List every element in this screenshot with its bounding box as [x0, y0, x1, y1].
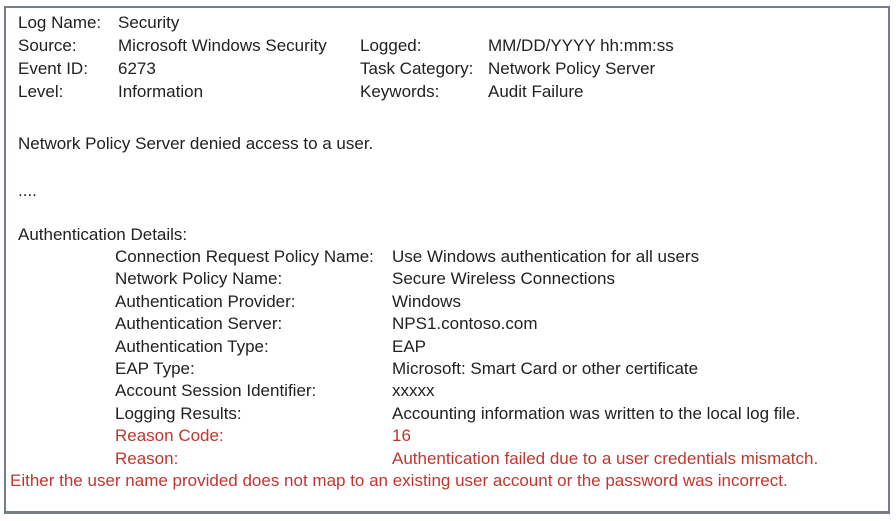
detail-value: 16 [392, 426, 411, 446]
event-id-value: 6273 [118, 59, 156, 78]
keywords-value: Audit Failure [488, 82, 584, 101]
keywords-label: Keywords: [360, 82, 440, 101]
event-log-record-box [4, 6, 890, 514]
detail-value: NPS1.contoso.com [392, 314, 538, 334]
omitted-content-ellipsis: .... [18, 181, 37, 200]
event-id-label: Event ID: [18, 59, 88, 78]
detail-value: Secure Wireless Connections [392, 269, 615, 289]
detail-row-reason [115, 448, 882, 470]
detail-value: Authentication failed due to a user credentials mismatch. [392, 448, 819, 468]
detail-label: Connection Request Policy Name: [115, 247, 374, 266]
detail-value: xxxxx [392, 381, 435, 401]
detail-row-connection-request-policy [115, 246, 882, 268]
detail-row-account-session-identifier [115, 380, 882, 402]
detail-row-authentication-type [115, 336, 882, 358]
detail-label: EAP Type: [115, 359, 195, 379]
level-label: Level: [18, 82, 64, 101]
detail-label: Reason: [115, 448, 179, 468]
detail-label: Logging Results: [115, 403, 242, 423]
header-empty-label [360, 11, 488, 34]
header-empty-value [488, 11, 882, 34]
detail-row-reason-code [115, 425, 882, 447]
detail-row-authentication-provider [115, 291, 882, 313]
log-name-label: Log Name: [18, 13, 102, 32]
detail-row-logging-results [115, 403, 882, 425]
event-log-content [6, 8, 888, 492]
detail-row-authentication-server [115, 313, 882, 335]
event-description: Network Policy Server denied access to a user. [18, 134, 374, 153]
authentication-details-heading: Authentication Details: [18, 225, 188, 244]
task-category-label: Task Category: [360, 59, 474, 78]
detail-label: Authentication Provider: [115, 291, 296, 311]
reason-explanation-note: Either the user name provided does not map to an existing user account or the password was incorrect. [10, 471, 788, 491]
detail-row-network-policy-name [115, 268, 882, 290]
header-row-log-name [18, 11, 882, 34]
detail-value: Use Windows authentication for all users [392, 247, 700, 266]
detail-label: Authentication Type: [115, 336, 269, 356]
source-value: Microsoft Windows Security [118, 36, 327, 55]
detail-label: Reason Code: [115, 426, 224, 446]
detail-value: Microsoft: Smart Card or other certificate [392, 359, 699, 379]
detail-label: Account Session Identifier: [115, 381, 317, 401]
event-header [18, 11, 882, 103]
header-row-level-keywords [18, 80, 882, 103]
detail-row-eap-type [115, 358, 882, 380]
task-category-value: Network Policy Server [488, 59, 656, 78]
source-label: Source: [18, 36, 77, 55]
header-row-eventid-taskcategory [18, 57, 882, 80]
authentication-details-list [115, 246, 882, 470]
log-name-value: Security [118, 13, 180, 32]
detail-value: Windows [392, 291, 461, 311]
detail-label: Authentication Server: [115, 314, 283, 334]
level-value: Information [118, 82, 204, 101]
detail-value: EAP [392, 336, 427, 356]
header-row-source-logged [18, 34, 882, 57]
logged-value: MM/DD/YYYY hh:mm:ss [488, 36, 674, 55]
detail-value: Accounting information was written to the local log file. [392, 403, 801, 423]
logged-label: Logged: [360, 36, 422, 55]
detail-label: Network Policy Name: [115, 269, 283, 289]
